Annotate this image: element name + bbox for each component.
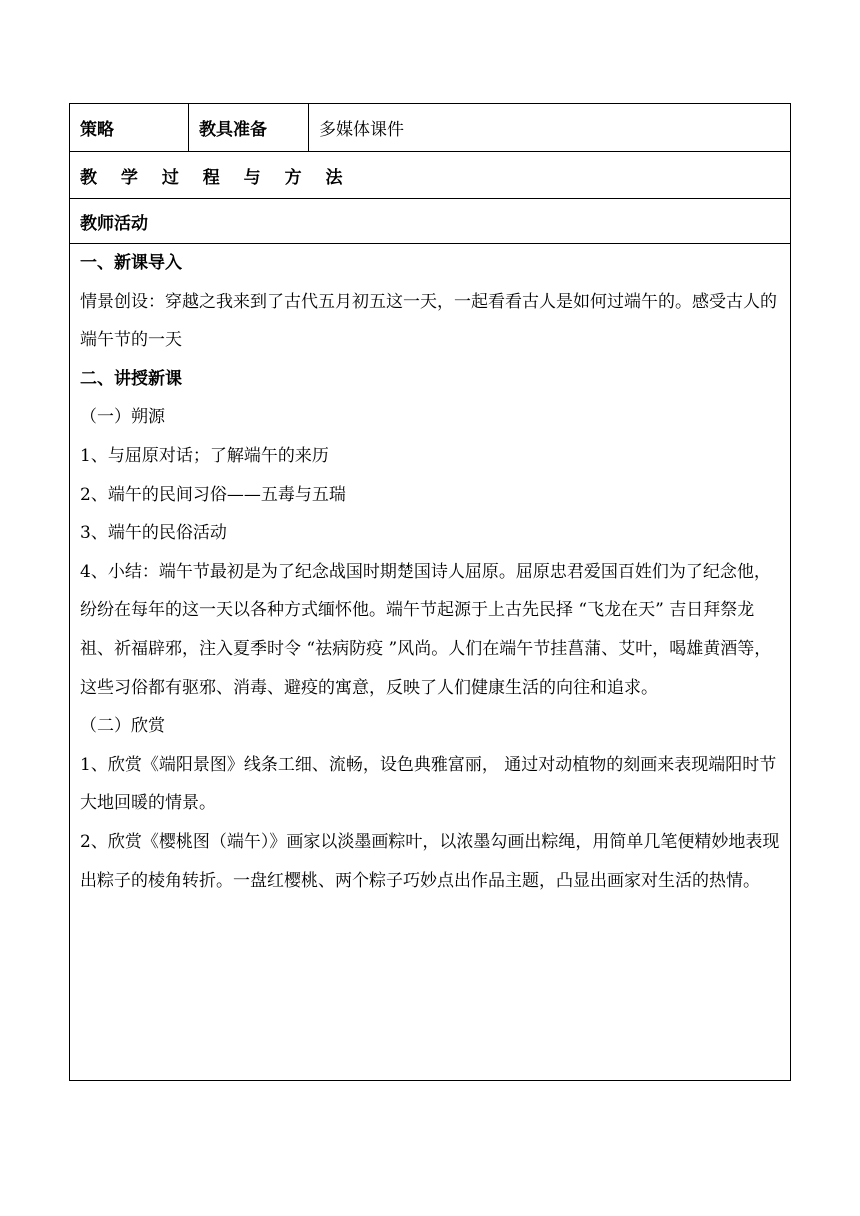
content-paragraph: 4、小结：端午节最初是为了纪念战国时期楚国诗人屈原。屈原忠君爱国百姓们为了纪念他，纷纷在每年的这一天以各种方式缅怀他。端午节起源于上古先民择 “飞龙在天” 吉日拜祭龙祖、祈福辟邪，注入夏季时令 “祛病防疫 ”风尚。人们在端午节挂菖蒲、艾叶，喝雄黄酒等，这些习俗都有驱邪、消毒、避疫的寓意，反映了人们健康生活的向往和追求。 [80, 561, 772, 698]
content-paragraph: （二）欣赏 [80, 716, 165, 737]
content-paragraph: 一、新课导入 [80, 253, 182, 273]
section-title-row [70, 152, 791, 199]
content-row [70, 244, 791, 1081]
equipment-value: 多媒体课件 [309, 104, 791, 152]
content-paragraph: （一）朔源 [80, 407, 165, 428]
content-paragraph: 3、端午的民俗活动 [80, 523, 227, 544]
strategy-label: 策略 [70, 104, 189, 152]
content-cell [70, 244, 791, 1081]
equipment-label: 教具准备 [189, 104, 309, 152]
content-paragraph: 二、讲授新课 [80, 368, 182, 389]
section-title: 教 学 过 程 与 方 法 [70, 152, 791, 199]
teacher-activity-label: 教师活动 [70, 199, 791, 244]
content-paragraph: 2、端午的民间习俗——五毒与五瑞 [80, 484, 346, 505]
content-paragraph: 情景创设：穿越之我来到了古代五月初五这一天，一起看看古人是如何过端午的。感受古人的端午节的一天 [80, 291, 777, 351]
teacher-activity-row [70, 199, 791, 244]
header-row [70, 104, 791, 152]
content-paragraph: 1、与屈原对话；了解端午的来历 [80, 445, 329, 466]
lesson-plan-table [69, 103, 791, 1081]
content-paragraph: 2、欣赏《樱桃图（端午）》画家以淡墨画粽叶，以浓墨勾画出粽绳，用简单几笔便精妙地表现出粽子的棱角转折。一盘红樱桃、两个粽子巧妙点出作品主题，凸显出画家对生活的热情。 [80, 831, 780, 891]
content-paragraph: 1、欣赏《端阳景图》线条工细、流畅，设色典雅富丽， 通过对动植物的刻画来表现端阳时节大地回暖的情景。 [80, 754, 777, 814]
